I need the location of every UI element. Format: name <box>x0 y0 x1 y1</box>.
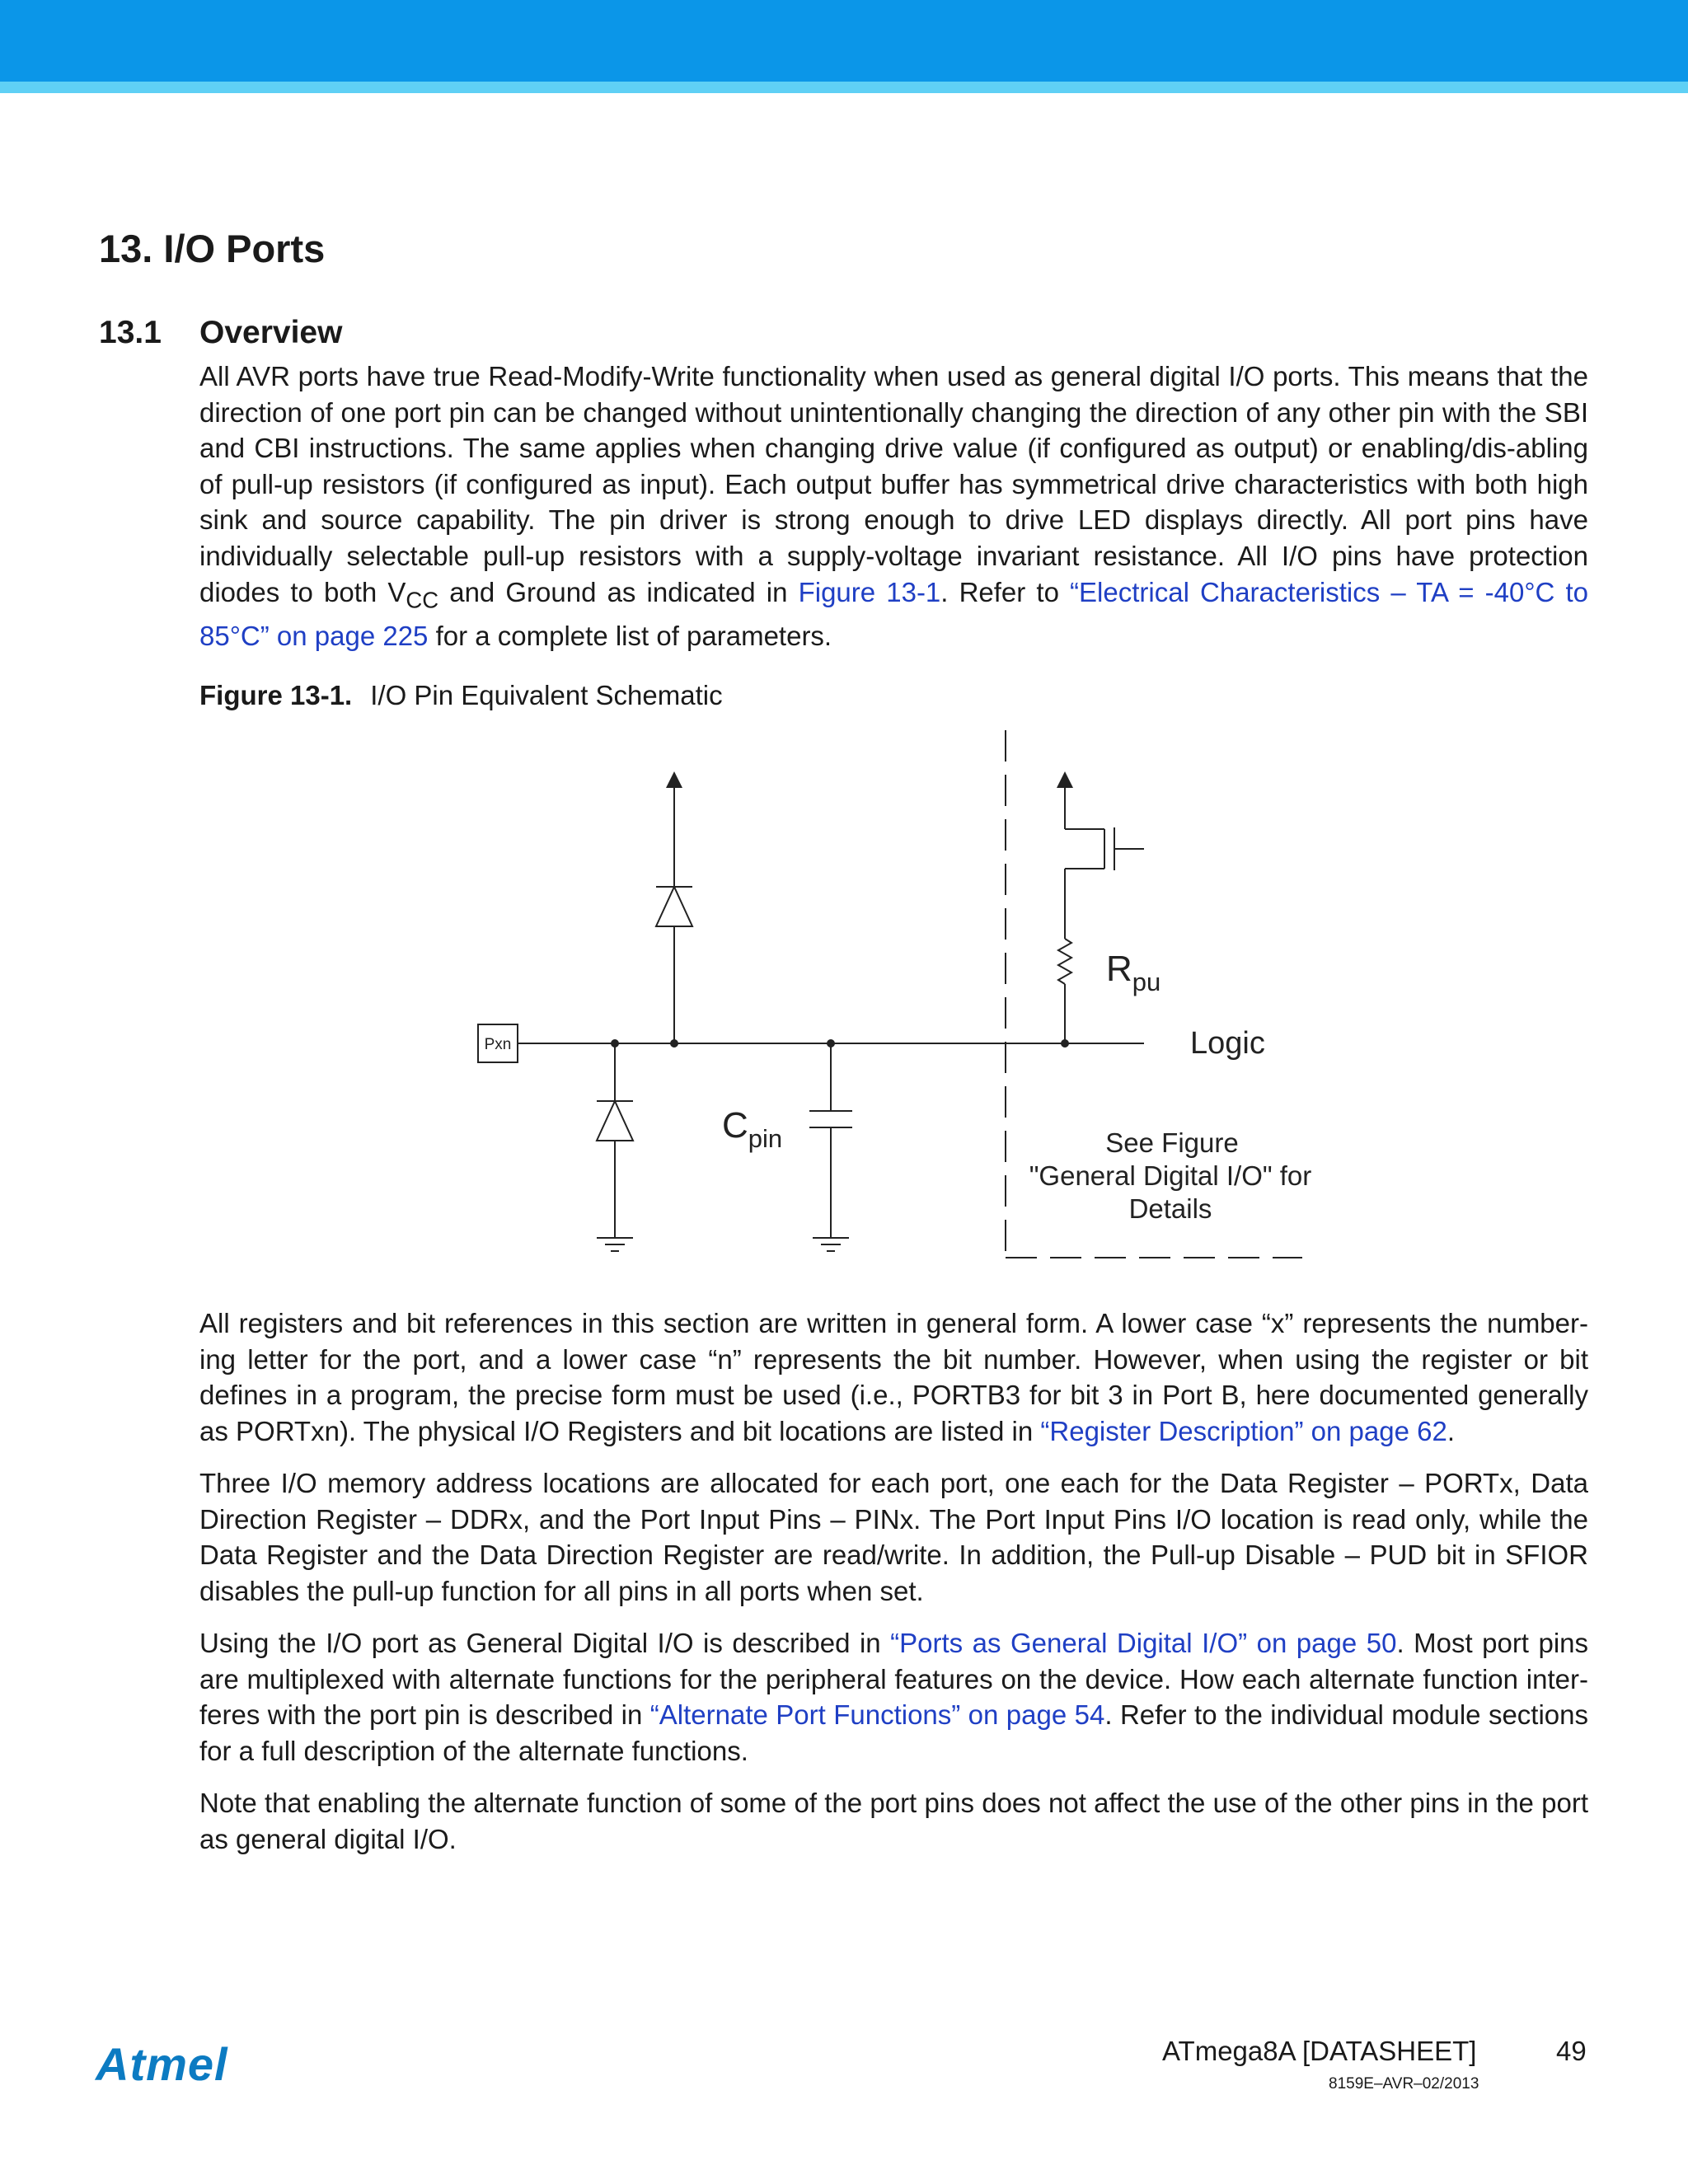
alternate-port-functions-link[interactable]: “Alternate Port Functions” on page 54 <box>649 1699 1105 1731</box>
cpin-label: $C_{pin}$ <box>722 1105 783 1153</box>
figure-label: Figure 13-1. <box>199 680 353 710</box>
electrical-characteristics-link[interactable]: “Electrical Characteristics – TA = -40°C to 85°C” on page 225 <box>199 576 1589 651</box>
document-name: ATmega8A [DATASHEET] <box>1162 2036 1477 2066</box>
chapter-title: 13. I/O Ports <box>99 227 326 270</box>
vcc-arrow-icon <box>666 771 682 788</box>
document-code: 8159E–AVR–02/2013 <box>1329 2075 1479 2093</box>
rpu-label: $R_{pu}$ <box>1106 949 1161 996</box>
see-figure-line3: Details <box>1128 1193 1212 1224</box>
ports-general-digital-io-link[interactable]: “Ports as General Digital I/O” on page 50 <box>890 1628 1397 1658</box>
figure-13-1-link[interactable]: Figure 13-1 <box>798 576 941 607</box>
see-figure-line1: See Figure <box>1105 1127 1239 1158</box>
pull-up-resistor <box>1058 939 1071 984</box>
pin-capacitor <box>809 1043 852 1251</box>
vcc-subscript: CC <box>406 587 439 613</box>
register-notation-paragraph: All registers and bit references in this section are written in general form. A lower case “x” represents the number-ing letter for the port, and a lower case “n” represents the bit number. However, when using the register or bit defines in a program, the precise form must be used (i.e., PORTB3 for bit 3 in Port B, here documented generally as PORTxn). The physical I/O Registers and bit locations are listed in “Register Description” on page 62. <box>199 1308 1588 1446</box>
overview-paragraph: All AVR ports have true Read-Modify-Write functionality when used as general digital I/O ports. This means that the direction of one port pin can be changed without unintentionally changing the direction of any other pin with the SBI and CBI instructions. The same applies when changing drive value (if configured as output) or enabling/dis-abling of pull-up resistors (if configured as input). Each output buffer has symmetrical drive characteristics with both high sink and source capability. The pin driver is strong enough to drive LED displays directly. All port pins have individually selectable pull-up resistors with a supply-voltage invariant resistance. All I/O pins have protection diodes to both $V_{CC}$ and Ground as indicated in Figure 13-1. Refer to “Electrical Characteristics – TA = -40°C to 85°C” on page 225 for a complete list of parameters. <box>199 361 1589 651</box>
general-digital-io-paragraph: Using the I/O port as General Digital I/O is described in “Ports as General Digital I/O” on page 50. Most port pins are multiplexed with alternate functions for the peripheral features on the device. How each alternate function inter-feres with the port pin is described in “Alternate Port Functions” on page 54. Refer to the individual module sections for a full description of the alternate functions. <box>199 1628 1589 1766</box>
atmel-logo: Atmel <box>96 2038 228 2090</box>
section-number: 13.1 <box>99 315 162 350</box>
see-figure-line2: "General Digital I/O" for <box>1029 1160 1312 1191</box>
register-description-link[interactable]: “Register Description” on page 62 <box>1040 1415 1447 1446</box>
page-number: 49 <box>1556 2036 1587 2066</box>
figure-title: I/O Pin Equivalent Schematic <box>370 680 723 710</box>
address-locations-paragraph: Three I/O memory address locations are allocated for each port, one each for the Data Register – PORTx, Data Direction Register – DDRx, and the Port Input Pins – PINx. The Port Input Pins I/O location is read only, while the Data Register and the Data Direction Register are read/write. In addition, the Pull-up Disable – PUD bit in SFIOR disables the pull-up function for all pins in all ports when set. <box>199 1468 1588 1606</box>
upper-protection-diode <box>656 771 692 1043</box>
pxn-label: Pxn <box>484 1036 512 1053</box>
pull-up-network <box>1057 771 1144 1043</box>
lower-protection-diode <box>597 1043 633 1251</box>
logic-label: Logic <box>1190 1026 1265 1061</box>
vcc-arrow-icon <box>1057 771 1073 788</box>
alternate-function-note-paragraph: Note that enabling the alternate function of some of the port pins does not affect the use of the other pins in the port as general digital I/O. <box>199 1788 1588 1854</box>
section-title: Overview <box>199 315 343 350</box>
